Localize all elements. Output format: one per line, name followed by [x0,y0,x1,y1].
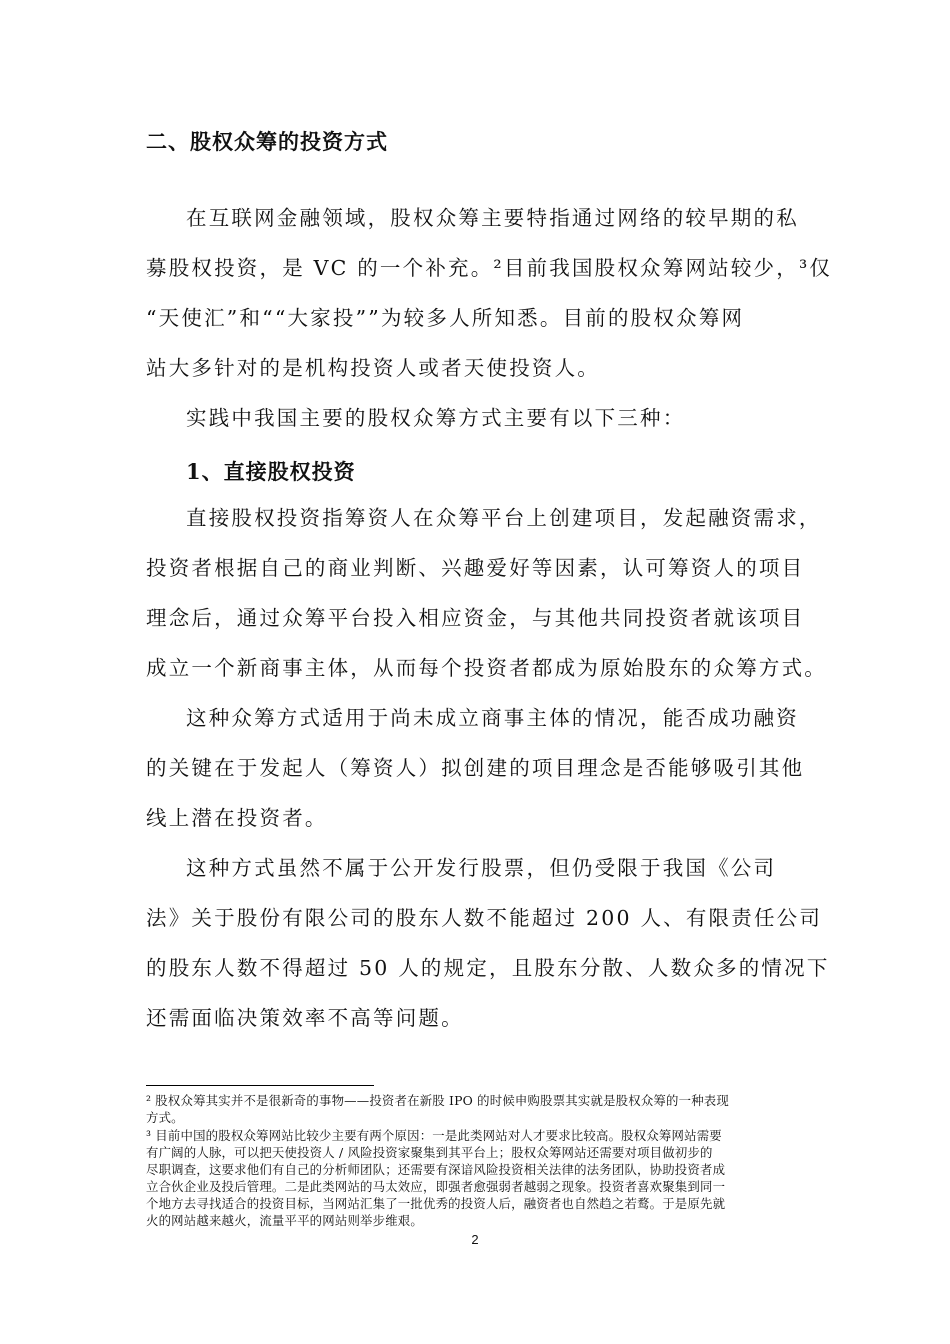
paragraph-3-line-4: 成立一个新商事主体，从而每个投资者都成为原始股东的众筹方式。 [146,656,827,680]
footnote-3-line-5: 个地方去寻找适合的投资目标，当网站汇集了一批优秀的投资人后，融资者也自然趋之若鹜。于是原先就 [146,1196,726,1211]
paragraph-5-line-4: 还需面临决策效率不高等问题。 [146,1006,464,1030]
paragraph-1-line-4: 站大多针对的是机构投资人或者天使投资人。 [146,356,600,380]
paragraph-1-line-2: 募股权投资，是 VC 的一个补充。²目前我国股权众筹网站较少，³仅 [146,256,833,280]
paragraph-4-line-3: 线上潜在投资者。 [146,806,328,830]
footnote-2-line-1: ² 股权众筹其实并不是很新奇的事物——投资者在新股 IPO 的时候申购股票其实就是股权众筹的一种表现 [146,1093,729,1108]
paragraph-3-line-1: 直接股权投资指筹资人在众筹平台上创建项目，发起融资需求， [186,506,822,530]
paragraph-5-line-2: 法》关于股份有限公司的股东人数不能超过 200 人、有限责任公司 [146,906,823,930]
section-heading: 二、股权众筹的投资方式 [146,129,388,154]
page-number: 2 [471,1232,479,1247]
paragraph-2: 实践中我国主要的股权众筹方式主要有以下三种： [186,406,686,430]
footnote-separator [146,1085,374,1086]
paragraph-4-line-2: 的关键在于发起人（筹资人）拟创建的项目理念是否能够吸引其他 [146,756,805,780]
paragraph-1-line-3: “天使汇”和““大家投””为较多人所知悉。目前的股权众筹网 [146,306,745,330]
paragraph-1-line-1: 在互联网金融领域，股权众筹主要特指通过网络的较早期的私 [186,206,799,230]
footnote-3-line-1: ³ 目前中国的股权众筹网站比较少主要有两个原因：一是此类网站对人才要求比较高。股权众筹网站需要 [146,1128,722,1143]
paragraph-3-line-3: 理念后，通过众筹平台投入相应资金，与其他共同投资者就该项目 [146,606,805,630]
paragraph-4-line-1: 这种众筹方式适用于尚未成立商事主体的情况，能否成功融资 [186,706,799,730]
footnote-2-line-2: 方式。 [146,1110,184,1125]
paragraph-5-line-1: 这种方式虽然不属于公开发行股票，但仍受限于我国《公司 [186,856,777,880]
subheading-direct-equity: 1、直接股权投资 [186,459,356,484]
footnote-3-line-3: 尽职调查，这要求他们有自己的分析师团队；还需要有深谙风险投资相关法律的法务团队，协助投资者成 [146,1162,726,1177]
footnote-3-line-6: 火的网站越来越火，流量平平的网站则举步维艰。 [146,1213,423,1228]
footnote-3-line-2: 有广阔的人脉，可以把天使投资人 / 风险投资家聚集到其平台上；股权众筹网站还需要对项目做初步的 [146,1145,713,1160]
footnote-3-line-4: 立合伙企业及投后管理。二是此类网站的马太效应，即强者愈强弱者越弱之现象。投资者喜欢聚集到同一 [146,1179,726,1194]
paragraph-3-line-2: 投资者根据自己的商业判断、兴趣爱好等因素，认可筹资人的项目 [146,556,805,580]
paragraph-5-line-3: 的股东人数不得超过 50 人的规定，且股东分散、人数众多的情况下 [146,956,830,980]
